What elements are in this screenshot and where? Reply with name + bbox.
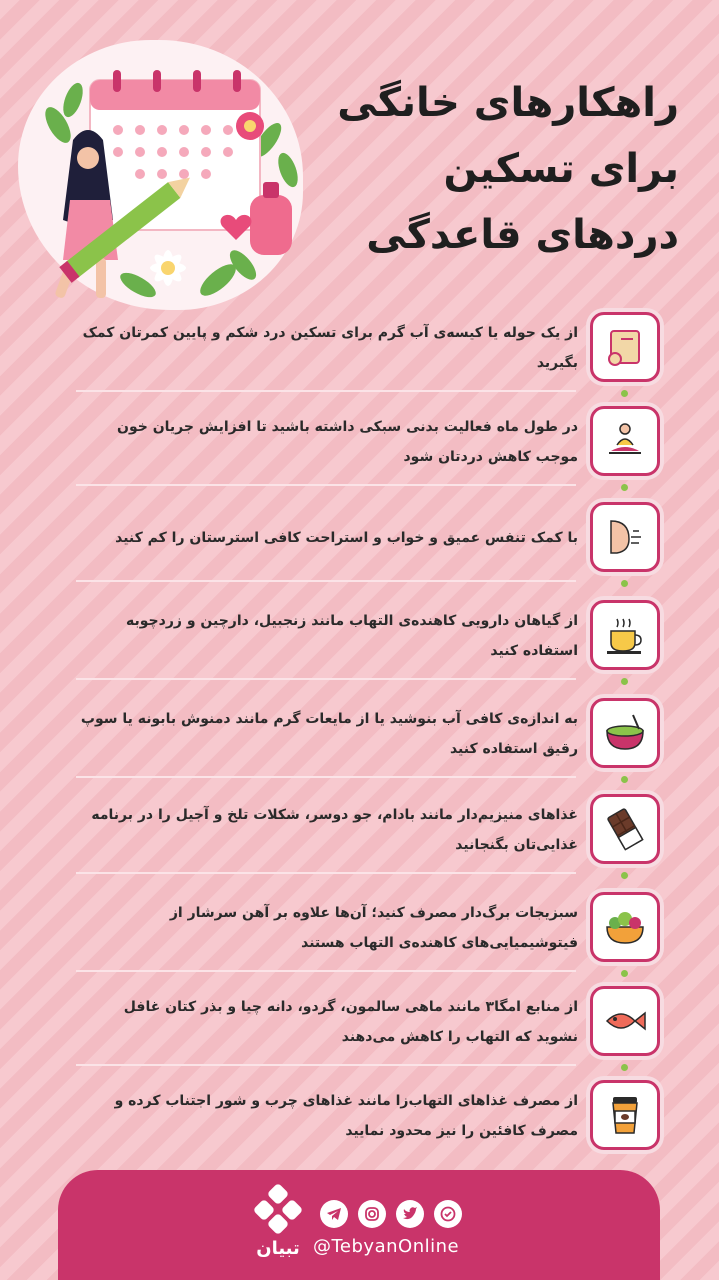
breathing-icon: [590, 502, 660, 572]
list-item: [60, 404, 660, 480]
list-item: [60, 890, 660, 966]
item-text: به اندازه‌ی کافی آب بنوشید یا از مایعات گرم مانند دمنوش بابونه یا سوپ رقیق استفاده کنید: [80, 711, 578, 757]
item-text: از مصرف غذاهای التهاب‌زا مانند غذاهای چرب و شور اجتناب کرده و مصرف کافئین را نیز محدود نمایید: [114, 1093, 578, 1139]
telegram-icon[interactable]: [320, 1200, 348, 1228]
page-title: [319, 70, 679, 268]
item-text: در طول ماه فعالیت بدنی سبکی داشته باشید تا افزایش جریان خون موجب کاهش دردتان شود: [117, 419, 578, 465]
check-circle-icon[interactable]: [434, 1200, 462, 1228]
list-item: [60, 310, 660, 386]
title-line-2: برای تسکین: [443, 146, 679, 192]
item-text: سبزیجات برگ‌دار مصرف کنید؛ آن‌ها علاوه بر آهن سرشار از فیتوشیمیایی‌های کاهنده‌ی التهاب هستند: [169, 905, 578, 951]
list-item: [60, 984, 660, 1060]
tebyan-logo-mark: [248, 1184, 308, 1238]
social-handle[interactable]: @TebyanOnline: [313, 1236, 460, 1257]
soup-bowl-icon: [590, 698, 660, 768]
title-line-3: دردهای قاعدگی: [366, 212, 679, 258]
footer-bar: [58, 1170, 660, 1280]
brand-name: تبیان: [256, 1238, 300, 1259]
item-text: از منابع امگا۳ مانند ماهی سالمون، گردو، دانه چیا و بذر کتان غافل نشوید که التهاب را کاهش می‌دهند: [123, 999, 578, 1045]
item-text: از گیاهان دارویی کاهنده‌ی التهاب مانند زنجبیل، دارچین و زردچوبه استفاده کنید: [126, 613, 578, 659]
yoga-icon: [590, 406, 660, 476]
item-text: از یک حوله یا کیسه‌ی آب گرم برای تسکین درد شکم و پایین کمرتان کمک بگیرید: [82, 325, 578, 371]
tebyan-logo: [248, 1184, 308, 1268]
list-item: [60, 500, 660, 576]
list-item: [60, 792, 660, 868]
list-item: [60, 598, 660, 674]
title-line-1: راهکارهای خانگی: [337, 80, 679, 126]
twitter-icon[interactable]: [396, 1200, 424, 1228]
herbal-tea-icon: [590, 600, 660, 670]
salad-icon: [590, 892, 660, 962]
item-text: با کمک تنفس عمیق و خواب و استراحت کافی استرستان را کم کنید: [115, 530, 578, 546]
list-item: [60, 696, 660, 772]
coffee-cup-icon: [590, 1080, 660, 1150]
towel-icon: [590, 312, 660, 382]
hero-illustration: [18, 30, 308, 310]
fish-icon: [590, 986, 660, 1056]
item-text: غذاهای منیزیم‌دار مانند بادام، جو دوسر، شکلات تلخ و آجیل را در برنامه غذایی‌تان بگنجانید: [91, 807, 578, 853]
chocolate-icon: [590, 794, 660, 864]
instagram-icon[interactable]: [358, 1200, 386, 1228]
list-item: [60, 1078, 660, 1154]
calendar-woman-illustration: [18, 30, 308, 310]
